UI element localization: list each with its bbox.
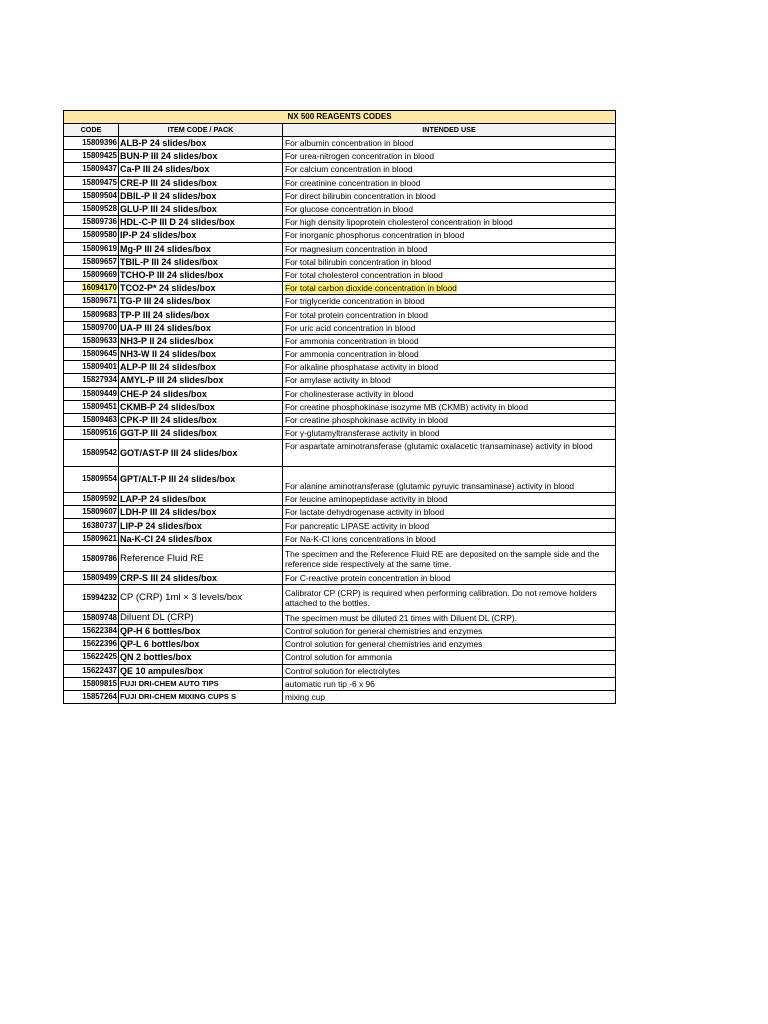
- table-row: [64, 202, 616, 215]
- item-code-cell: FUJI DRI-CHEM MIXING CUPS S: [119, 690, 283, 703]
- intended-use-cell: For C-reactive protein concentration in blood: [283, 572, 616, 585]
- code-cell: 15622425: [64, 651, 119, 664]
- code-cell: 15809554: [64, 466, 119, 492]
- item-code-cell: LDH-P III 24 slides/box: [119, 506, 283, 519]
- code-cell: 15809736: [64, 216, 119, 229]
- intended-use-cell: For creatine phosphokinase isozyme MB (CKMB) activity in blood: [283, 400, 616, 413]
- table-row: [64, 506, 616, 519]
- intended-use-cell: Control solution for general chemistries and enzymes: [283, 638, 616, 651]
- intended-use-cell: For glucose concentration in blood: [283, 202, 616, 215]
- intended-use-cell: [283, 282, 616, 295]
- highlighted-code: 16094170: [82, 283, 117, 293]
- intended-use-cell: For urea-nitrogen concentration in blood: [283, 150, 616, 163]
- table-row: [64, 361, 616, 374]
- code-cell: 15809671: [64, 295, 119, 308]
- code-cell: 15809645: [64, 348, 119, 361]
- item-code-cell: CHE-P 24 slides/box: [119, 387, 283, 400]
- intended-use-cell: For lactate dehydrogenase activity in blood: [283, 506, 616, 519]
- code-cell: 15809449: [64, 387, 119, 400]
- item-code-cell: GLU-P III 24 slides/box: [119, 202, 283, 215]
- table-row: [64, 532, 616, 545]
- table-row: [64, 638, 616, 651]
- intended-use-cell: For ammonia concentration in blood: [283, 348, 616, 361]
- table-row: [64, 348, 616, 361]
- table-row: [64, 440, 616, 466]
- table-row-highlighted: [64, 282, 616, 295]
- table-row: [64, 216, 616, 229]
- header-item-code-pack: ITEM CODE / PACK: [119, 124, 283, 137]
- intended-use-cell: The specimen and the Reference Fluid RE are deposited on the sample side and the reference side respectively at the same time.: [283, 545, 616, 571]
- code-cell: 15809657: [64, 255, 119, 268]
- item-code-cell: GGT-P III 24 slides/box: [119, 427, 283, 440]
- table-row: [64, 150, 616, 163]
- code-cell: 15809401: [64, 361, 119, 374]
- item-code-cell: FUJI DRI-CHEM AUTO TIPS: [119, 677, 283, 690]
- table-row: [64, 308, 616, 321]
- intended-use-cell: For magnesium concentration in blood: [283, 242, 616, 255]
- intended-use-cell: For aspartate aminotransferase (glutamic oxalacetic transaminase) activity in blood: [283, 440, 616, 466]
- intended-use-cell: For alanine aminotransferase (glutamic pyruvic transaminase) activity in blood: [283, 466, 616, 492]
- item-code-cell: GPT/ALT-P III 24 slides/box: [119, 466, 283, 492]
- code-cell: 15809437: [64, 163, 119, 176]
- table-row: [64, 387, 616, 400]
- item-code-cell: TP-P III 24 slides/box: [119, 308, 283, 321]
- table-row: [64, 585, 616, 611]
- table-row: [64, 189, 616, 202]
- intended-use-cell: For direct bilirubin concentration in blood: [283, 189, 616, 202]
- intended-use-cell: For inorganic phosphorus concentration in blood: [283, 229, 616, 242]
- item-code-cell: IP-P 24 slides/box: [119, 229, 283, 242]
- code-cell: 15994232: [64, 585, 119, 611]
- intended-use-cell: For pancreatic LIPASE activity in blood: [283, 519, 616, 532]
- code-cell: 15809786: [64, 545, 119, 571]
- table-row: [64, 400, 616, 413]
- item-code-cell: LIP-P 24 slides/box: [119, 519, 283, 532]
- item-code-cell: QE 10 ampules/box: [119, 664, 283, 677]
- intended-use-cell: For calcium concentration in blood: [283, 163, 616, 176]
- intended-use-cell: Control solution for general chemistries and enzymes: [283, 625, 616, 638]
- code-cell: 15857264: [64, 690, 119, 703]
- table-title: NX 500 REAGENTS CODES: [64, 111, 616, 124]
- table-row: [64, 334, 616, 347]
- table-row: [64, 466, 616, 492]
- table-row: [64, 493, 616, 506]
- item-code-cell: CRE-P III 24 slides/box: [119, 176, 283, 189]
- header-code: CODE: [64, 124, 119, 137]
- intended-use-cell: Calibrator CP (CRP) is required when performing calibration. Do not remove holders attached to the bottles.: [283, 585, 616, 611]
- code-cell: 15809700: [64, 321, 119, 334]
- item-code-cell: Mg-P III 24 slides/box: [119, 242, 283, 255]
- intended-use-cell: Control solution for ammonia: [283, 651, 616, 664]
- item-code-cell: NH3-P II 24 slides/box: [119, 334, 283, 347]
- code-cell: 16380737: [64, 519, 119, 532]
- item-code-cell: Ca-P III 24 slides/box: [119, 163, 283, 176]
- intended-use-cell: For creatinine concentration in blood: [283, 176, 616, 189]
- item-code-cell: CPK-P III 24 slides/box: [119, 413, 283, 426]
- item-code-cell: CKMB-P 24 slides/box: [119, 400, 283, 413]
- code-cell: [64, 282, 119, 295]
- code-cell: 15809592: [64, 493, 119, 506]
- code-cell: 15809528: [64, 202, 119, 215]
- intended-use-cell: For γ-glutamyltransferase activity in blood: [283, 427, 616, 440]
- intended-use-cell: For ammonia concentration in blood: [283, 334, 616, 347]
- code-cell: 15809542: [64, 440, 119, 466]
- item-code-cell: GOT/AST-P III 24 slides/box: [119, 440, 283, 466]
- intended-use-cell: For uric acid concentration in blood: [283, 321, 616, 334]
- table-row: [64, 242, 616, 255]
- item-code-cell: QP-L 6 bottles/box: [119, 638, 283, 651]
- item-code-cell: TG-P III 24 slides/box: [119, 295, 283, 308]
- table-row: [64, 651, 616, 664]
- code-cell: 15622396: [64, 638, 119, 651]
- code-cell: 15809669: [64, 268, 119, 281]
- table-row: [64, 664, 616, 677]
- code-cell: 15809815: [64, 677, 119, 690]
- item-code-cell: ALB-P 24 slides/box: [119, 137, 283, 150]
- table-row: [64, 519, 616, 532]
- intended-use-cell: For leucine aminopeptidase activity in blood: [283, 493, 616, 506]
- intended-use-cell: For amylase activity in blood: [283, 374, 616, 387]
- intended-use-cell: For high density lipoprotein cholesterol concentration in blood: [283, 216, 616, 229]
- intended-use-cell: For albumin concentration in blood: [283, 137, 616, 150]
- item-code-cell: ALP-P III 24 slides/box: [119, 361, 283, 374]
- code-cell: 15809748: [64, 611, 119, 624]
- intended-use-cell: Control solution for electrolytes: [283, 664, 616, 677]
- intended-use-cell: For cholinesterase activity in blood: [283, 387, 616, 400]
- code-cell: 15622437: [64, 664, 119, 677]
- item-code-cell: QN 2 bottles/box: [119, 651, 283, 664]
- header-intended-use: INTENDED USE: [283, 124, 616, 137]
- intended-use-cell: automatic run tip -6 x 96: [283, 677, 616, 690]
- title-row: [64, 111, 616, 124]
- item-code-cell: LAP-P 24 slides/box: [119, 493, 283, 506]
- code-cell: 15809463: [64, 413, 119, 426]
- intended-use-cell: For creatine phosphokinase activity in blood: [283, 413, 616, 426]
- table-row: [64, 255, 616, 268]
- table-row: [64, 677, 616, 690]
- item-code-cell: CP (CRP) 1ml × 3 levels/box: [119, 585, 283, 611]
- item-code-cell: UA-P III 24 slides/box: [119, 321, 283, 334]
- code-cell: 15622384: [64, 625, 119, 638]
- intended-use-cell: For Na-K-Cl ions concentrations in blood: [283, 532, 616, 545]
- intended-use-cell: The specimen must be diluted 21 times with Diluent DL (CRP).: [283, 611, 616, 624]
- code-cell: 15809619: [64, 242, 119, 255]
- item-code-cell: HDL-C-P III D 24 slides/box: [119, 216, 283, 229]
- code-cell: 15809580: [64, 229, 119, 242]
- table-row: [64, 572, 616, 585]
- code-cell: 15809499: [64, 572, 119, 585]
- table-row: [64, 427, 616, 440]
- code-cell: 15809504: [64, 189, 119, 202]
- item-code-cell: Diluent DL (CRP): [119, 611, 283, 624]
- table-row: [64, 374, 616, 387]
- table-row: [64, 611, 616, 624]
- code-cell: 15809607: [64, 506, 119, 519]
- code-cell: 15809683: [64, 308, 119, 321]
- header-row: [64, 124, 616, 137]
- intended-use-cell: For triglyceride concentration in blood: [283, 295, 616, 308]
- item-code-cell: AMYL-P III 24 slides/box: [119, 374, 283, 387]
- table-row: [64, 137, 616, 150]
- intended-use-cell: For alkaline phosphatase activity in blood: [283, 361, 616, 374]
- table-row: [64, 690, 616, 703]
- item-code-cell: NH3-W II 24 slides/box: [119, 348, 283, 361]
- table-row: [64, 321, 616, 334]
- item-code-cell: QP-H 6 bottles/box: [119, 625, 283, 638]
- item-code-cell: CRP-S III 24 slides/box: [119, 572, 283, 585]
- intended-use-cell: For total bilirubin concentration in blood: [283, 255, 616, 268]
- item-code-cell: TCHO-P III 24 slides/box: [119, 268, 283, 281]
- item-code-cell: BUN-P III 24 slides/box: [119, 150, 283, 163]
- table-row: [64, 176, 616, 189]
- table-row: [64, 545, 616, 571]
- code-cell: 15809633: [64, 334, 119, 347]
- code-cell: 15809425: [64, 150, 119, 163]
- item-code-cell: Reference Fluid RE: [119, 545, 283, 571]
- item-code-cell: TBIL-P III 24 slides/box: [119, 255, 283, 268]
- code-cell: 15827934: [64, 374, 119, 387]
- code-cell: 15809516: [64, 427, 119, 440]
- table-row: [64, 163, 616, 176]
- code-cell: 15809396: [64, 137, 119, 150]
- intended-use-cell: For total cholesterol concentration in blood: [283, 268, 616, 281]
- table-row: [64, 625, 616, 638]
- intended-use-cell: mixing cup: [283, 690, 616, 703]
- item-code-cell: TCO2-P* 24 slides/box: [119, 282, 283, 295]
- item-code-cell: DBIL-P II 24 slides/box: [119, 189, 283, 202]
- highlighted-intended-use: For total carbon dioxide concentration in blood: [285, 283, 457, 294]
- item-code-cell: Na-K-Cl 24 slides/box: [119, 532, 283, 545]
- table-row: [64, 229, 616, 242]
- table-row: [64, 295, 616, 308]
- reagent-codes-table: [63, 110, 616, 704]
- code-cell: 15809451: [64, 400, 119, 413]
- intended-use-cell: For total protein concentration in blood: [283, 308, 616, 321]
- code-cell: 15809475: [64, 176, 119, 189]
- table-row: [64, 413, 616, 426]
- code-cell: 15809621: [64, 532, 119, 545]
- table-row: [64, 268, 616, 281]
